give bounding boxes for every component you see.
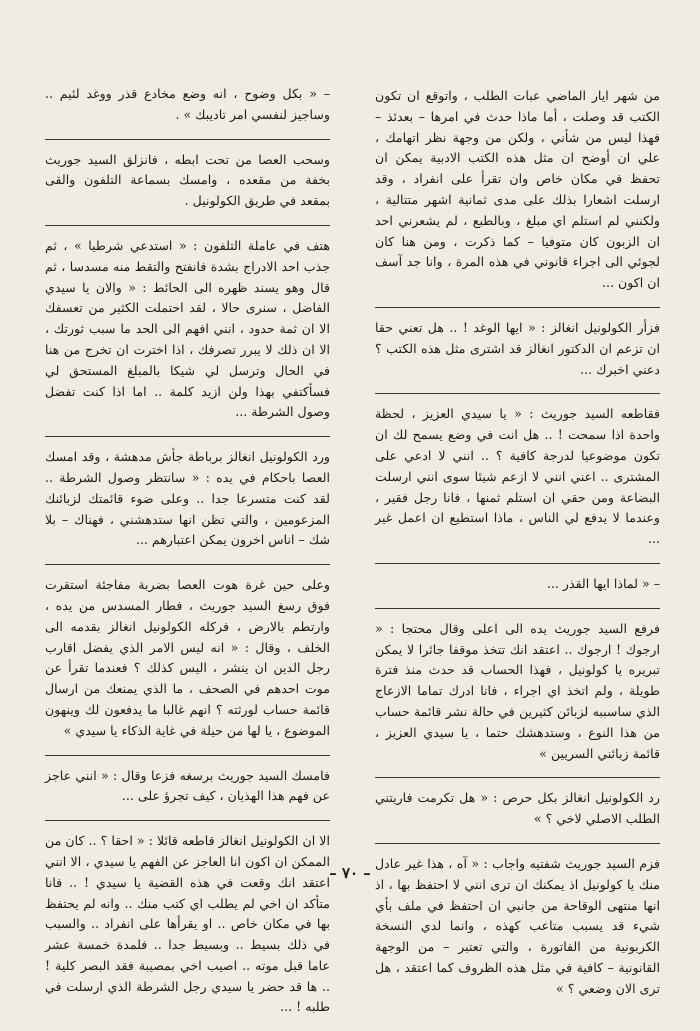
paragraph-divider: [375, 393, 660, 394]
paragraph-divider: [45, 564, 330, 565]
paragraph: وسحب العصا من تحت ابطه ، فانزلق السيد جوريث بخفة من مقعده ، وامسك بسماعة التلفون والقى بمقعد في طريق الكولونيل .: [45, 151, 330, 209]
paragraph: رد الكولونيل انغالز بكل حرص : « هل تكرمت فاريتني الطلب الاصلي لاخي ؟ »: [375, 790, 660, 827]
paragraph-divider: [375, 608, 660, 609]
paragraph: فقاطعه السيد جوريث : « يا سيدي العزيز ، لحظة واحدة اذا سمحت ! .. هل انت في وضع يسمح لك ان تكون موضوعيا لدرجة كافية ؟ .. انني لا ادعي على المشترى .. اعني انني لا ازعم شيئا سوى انني ارسلت البضاعة ومن حقي ان استلم ثمنها ، فانا رجل فقير ، وعندما لا يدفع لي الناس ، ماذا استطيع ان اعمل غير ...: [375, 406, 660, 547]
paragraph-divider: [375, 563, 660, 564]
paragraph: – « بكل وضوح ، انه وضع مخادع قذر ووغد لئيم .. وساجيز لنفسي امر تاديبك » .: [45, 86, 330, 122]
paragraph-divider: [45, 755, 330, 756]
paragraph: – « لماذا ايها القذر ...: [546, 575, 660, 591]
paragraph-divider: [45, 820, 330, 821]
paragraph: فامسك السيد جوريث برسغه فزعا وقال : « انني عاجز عن فهم هذا الهذيان ، كيف تجرؤ على ...: [45, 767, 330, 804]
page-number: – ٧٠ –: [329, 864, 371, 882]
paragraph: وعلى حين غرة هوت العصا بضربة مفاجئة استقرت فوق رسغ السيد جوريث ، فطار المسدس من يده ، وارتطم بالارض ، فركله الكولونيل انغالز بقدمه الى الخلف ، وقال : « انه ليس الامر الذي يفضل اقارب رجل الدين ان ينشر ، اليس كذلك ؟ فعندما تقرأ عن موت احدهم في الصحف ، ما الذي يمنعك من ارسال قائمة حساب لورثته ؟ انهم غالبا ما يدفعون لك وينهون الموضوع ، يا لها من حيلة في غاية الذكاء يا سيدي »: [45, 577, 330, 738]
paragraph: هتف في عاملة التلفون : « استدعي شرطيا » ، ثم جذب احد الادراج بشدة فانفتح والتقط منه مسدسا ، ثم قال وهو يسند ظهره الى الحائط : « والان يا سيدي الفاضل ، سنرى حالا ، لقد احتملت الكثير من تعسفك الا ان ثمة حدود ، انني افهم الى الحد ما سبب ثورتك ، الا ان ذلك لا يبرر تصرفك ، اذا اخترت ان تخرج من هنا في الحال وترسل لي شيكا بالمبلغ المستحق لي فسأكتفي بهذا ولن ازيد كلمة .. اما اذا كنت تفضل وصول الشرطة ...: [45, 237, 330, 420]
paragraph: فزأر الكولونيل انغالز : « ايها الوغد ! .. هل تعني حقا ان تزعم ان الدكتور انغالز قد اشترى مثل هذه الكتب ؟ دعني اخبرك ...: [375, 319, 660, 377]
paragraph: ورد الكولونيل انغالز برباطة جأش مدهشة ، وقد امسك العصا باحكام في يده : « سانتظر وصول الشرطة .. لقد كنت متسرعا جدا .. وعلى ضوء قائمتك لزبائنك المزعومين ، والتي تظن انها ستدهشني ، فهناك – بلا شك – اناس اخرون يمكن اعتبارهم ...: [45, 449, 330, 548]
paragraph-divider: [375, 843, 660, 844]
paragraph-divider: [45, 225, 330, 226]
paragraph-divider: [45, 139, 330, 140]
paragraph: الا ان الكولونيل انغالز قاطعه قائلا : « احقا ؟ .. كان من الممكن ان اكون انا العاجز عن الفهم يا سيدي ، الا انني اعتقد انك وقعت في هذه القضية يا سيدي ! .. فانا متأكد ان اخي لم يطلب اي كتب منك .. وانه لم يحتفظ بها في مكان خاص .. او يقرأها على انفراد .. والسبب في ذلك بسيط .. وبسيط جدا .. فلمدة خمسة عشر عاما قبل موته .. اصيب اخي بمصيبة فقد البصر كلية ! .. ها قد حضر يا سيدي رجل الشرطة الذي ارسلت في طلبه ! ...: [45, 833, 330, 1015]
left-column: [45, 84, 330, 1031]
paragraph: فزم السيد جوريث شفتيه واجاب : « آه ، هذا غير عادل منك يا كولونيل اذ يمكنك ان ترى انني لا احتفظ بها ، اذ انها منتهى الوقاحة من جانبي ان احتفظ في ملف بأي شيء قد يسبب متاعب كهذه ، وانما لدي النسخة الكربونية من الفاتورة ، والتي تعتبر – من الوجهة القانونية – كافية في مثل هذه الظروف كما اعتقد ، هل ترى الان وضعي ؟ »: [375, 855, 660, 996]
paragraph-divider: [45, 436, 330, 437]
paragraph-divider: [375, 777, 660, 778]
paragraph-divider: [375, 307, 660, 308]
paragraph: فرفع السيد جوريث يده الى اعلى وقال محتجا : « ارجوك ! ارجوك .. اعتقد انك تتخذ موقفا جائرا لا يمكن تبريره يا كولونيل ، فهذا الحساب قد حدث منذ فترة طويلة ، ولم اتخذ اي اجراء ، فانا ادرك تماما الازعاج الذي ساسببه لزبائن كثيرين في حالة نشر قائمة حساب من هذا النوع ، وستدهشك حتما ، يا سيدي العزيز ، قائمة زبائني السريين »: [375, 620, 660, 761]
paragraph: من شهر ايار الماضي عبات الطلب ، واتوقع ان تكون الكتب قد وصلت ، أما ماذا حدث في امرها – بعدئذ – فهذا ليس من شأني ، ولكن من وجهة نظر اتهامك ، علي ان أوضح ان مثل هذه الكتب الادبية يمكن ان تحفظ في مكان خاص وان تقرأ على انفراد ، وقد ارسلت اشعارا بذلك على مدى ثمانية اشهر متتالية ، ولكنني لم استلم اي مبلغ ، وبالطبع ، لم يشعرني احد ان الزبون كان متوفيا – كما ذكرت ، ومن هنا كان لجوئي الى اجراء قانوني في هذه المرة ، وانا جد آسف ان اكون ...: [375, 88, 660, 291]
